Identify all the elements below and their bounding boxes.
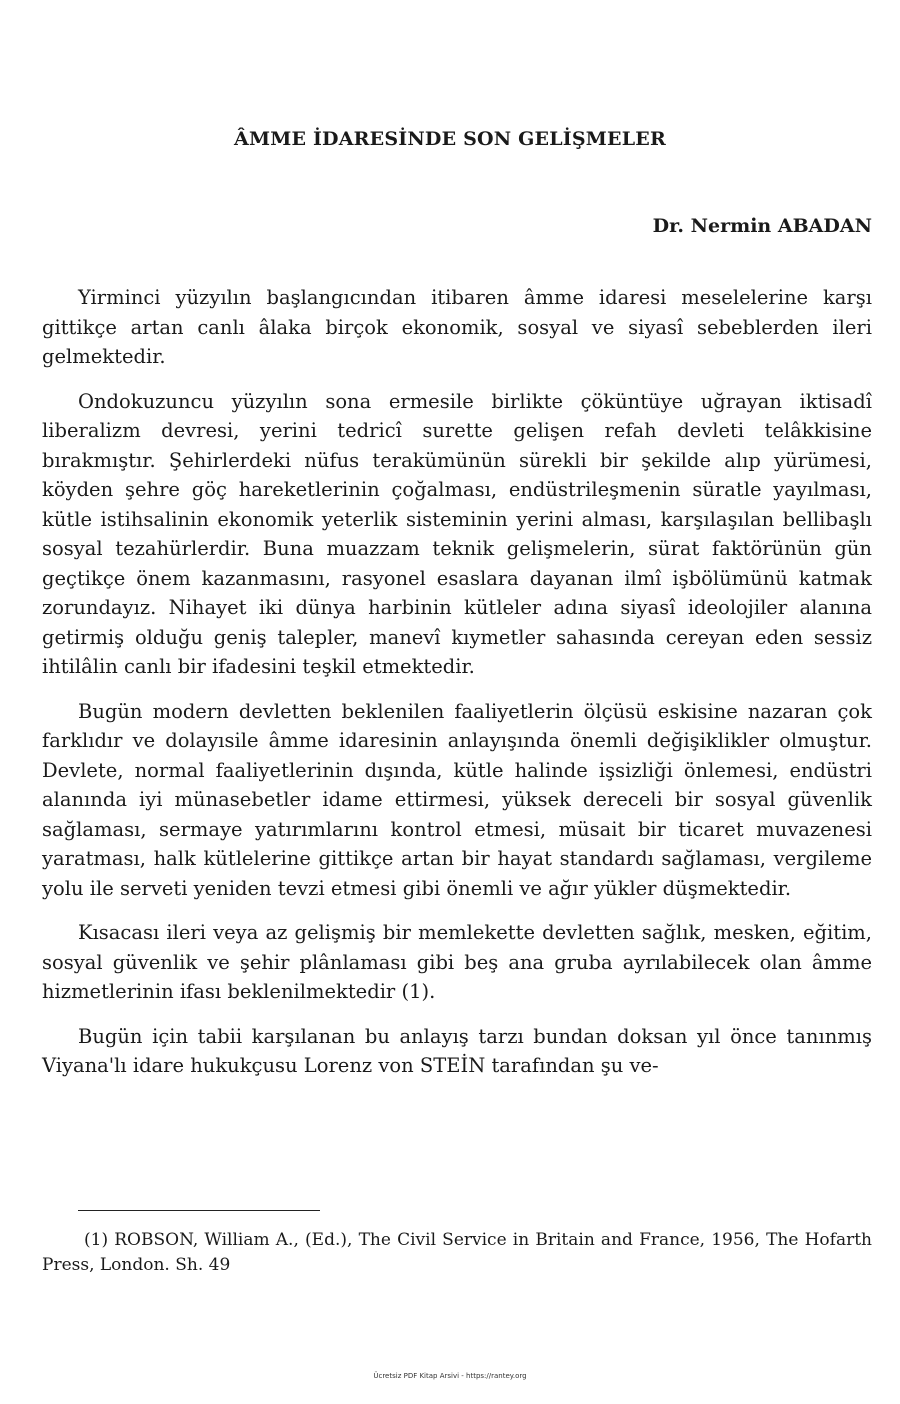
paragraph: Kısacası ileri veya az gelişmiş bir memlekette devletten sağlık, mesken, eğitim, sosyal güvenlik ve şehir plânlaması gibi beş ana gruba ayrılabilecek olan âmme hizmetlerinin ifası beklenilmektedir (1). [42,921,872,1003]
source-note: Ücretsiz PDF Kitap Arsivi - https://rantey.org [373,1372,527,1380]
article-body [42,283,872,1096]
author-name: Dr. Nermin ABADAN [652,215,872,237]
paragraph: Bugün modern devletten beklenilen faaliyetlerin ölçüsü eskisine nazaran çok farklıdır ve dolayısile âmme idaresinin anlayışında önemli değişiklikler olmuştur. Devlete, normal faaliyetlerinin dışında, kütle halinde işsizliği önlemesi, endüstri alanında iyi münasebetler idame ettirmesi, yüksek dereceli bir sosyal güvenlik sağlaması, sermaye yatırımlarını kontrol etmesi, müsait bir ticaret muvazenesi yaratması, halk kütlelerine gittikçe artan bir hayat standardı sağlaması, vergileme yolu ile serveti yeniden tevzi etmesi gibi önemli ve ağır yükler düşmektedir. [42,699,872,900]
footnote: (1) ROBSON, William A., (Ed.), The Civil Service in Britain and France, 1956, The Hofarth Press, London. Sh. 49 [42,1230,872,1275]
footnote-divider [78,1210,320,1211]
article-title: ÂMME İDARESİNDE SON GELİŞMELER [234,128,666,150]
paragraph: Bugün için tabii karşılanan bu anlayış tarzı bundan doksan yıl önce tanınmış Viyana'lı idare hukukçusu Lorenz von STEİN tarafından şu ve- [42,1024,872,1077]
paragraph: Ondokuzuncu yüzyılın sona ermesile birlikte çöküntüye uğrayan iktisadî liberalizm devresi, yerini tedricî surette gelişen refah devleti telâkkisine bırakmıştır. Şehirlerdeki nüfus terakümünün sürekli bir şekilde alıp yürümesi, köyden şehre göç hareketlerinin çoğalması, endüstrileşmenin süratle yayılması, kütle istihsalinin ekonomik yeterlik sisteminin yerini alması, karşılaşılan bellibaşlı sosyal tezahürlerdir. Buna muazzam teknik gelişmelerin, sürat faktörünün gün geçtikçe önem kazanmasını, rasyonel esaslara dayanan ilmî işbölümünü katmak zorundayız. Nihayet iki dünya harbinin kütleler adına siyasî ideolojiler alanına getirmiş olduğu geniş talepler, manevî kıymetler sahasında cereyan eden sessiz ihtilâlin canlı bir ifadesini teşkil etmektedir. [42,389,872,678]
paragraph: Yirminci yüzyılın başlangıcından itibaren âmme idaresi meselelerine karşı gittikçe artan canlı âlaka birçok ekonomik, sosyal ve siyasî sebeblerden ileri gelmektedir. [42,286,872,368]
